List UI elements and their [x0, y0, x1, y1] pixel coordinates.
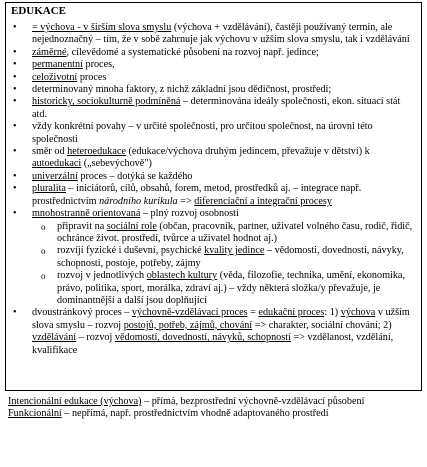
underlined-term: permanentní — [32, 59, 83, 71]
text-segment: => — [177, 195, 195, 207]
text-segment: – vědomosti, dovednosti, návyky, schopnosti, postoje, potřeby, zájmy — [57, 245, 404, 269]
underlined-term: mnohostranně orientovaná — [32, 208, 141, 220]
text-segment: rozvoj v jednotlivých — [57, 270, 147, 282]
underlined-term: výchovně-vzdělávací proces — [131, 307, 248, 319]
bullet-item — [11, 208, 416, 307]
bullet-item — [11, 22, 416, 47]
bullet-item — [11, 146, 416, 171]
underlined-term: heteroedukace — [67, 146, 126, 158]
underlined-term: výchova — [340, 307, 376, 319]
underlined-term: historicky, sociokulturně podmíněná — [32, 96, 181, 108]
text-segment: => vzdělanost, vzdělání, kvalifikace — [32, 332, 394, 356]
bullet-item — [11, 171, 416, 183]
underlined-term: vzdělávání — [32, 332, 77, 344]
text-segment: v užším slova smyslu – rozvoj — [32, 307, 410, 331]
underlined-term: kvality jedince — [204, 245, 265, 257]
footer-definitions — [8, 396, 420, 421]
text-segment: proces — [77, 71, 107, 83]
underlined-term: sociální role — [106, 220, 157, 232]
underlined-term: univerzální — [32, 170, 78, 182]
underlined-term: Funkcionální — [8, 408, 62, 420]
bullet-item — [11, 84, 416, 96]
text-segment: (věda, filozofie, technika, umění, ekonomika, právo, politika, sport, morálka, zdraví aj.) – vždy některá složka/y převažuje, je dominantnější a další jsou doplňující — [57, 270, 405, 306]
text-segment: , cílevědomé a systematické působení na rozvoj např. jedince; — [66, 46, 319, 58]
text-segment: (občan, pracovník, partner, uživatel volného času, rodič, řidič, ochránce život. prostředí, tvůrce a uživatel hodnot aj.) — [57, 220, 413, 244]
underlined-term: = výchova - v širším slova smyslu — [32, 22, 172, 33]
sub-bullet-item — [32, 221, 416, 246]
footer-line — [8, 396, 420, 408]
text-segment: : 1) — [324, 307, 341, 319]
bullet-item — [11, 121, 416, 146]
underlined-term: oblastech kultury — [146, 270, 218, 282]
text-segment: – determinována ideály společnosti, ekon. situací stát atd. — [32, 96, 401, 120]
text-segment: => charakter, sociální chování; 2) — [252, 319, 392, 331]
text-segment: – nepřímá, např. prostřednictvím vhodně adaptovaného prostředí — [61, 408, 329, 420]
text-segment: – rozvoj — [76, 332, 115, 344]
text-segment: – plný rozvoj osobnosti — [140, 208, 239, 220]
text-segment: (edukace/výchova druhým jedincem, převažuje v dětství) k — [125, 146, 370, 158]
bullet-item — [11, 96, 416, 121]
footer-line — [8, 408, 420, 420]
underlined-term: vědomostí, dovedností, návyků, schopností — [114, 332, 291, 344]
text-segment: = — [247, 307, 259, 319]
bullet-item — [11, 72, 416, 84]
bullet-item — [11, 59, 416, 71]
text-segment: dvoustránkový proces – — [32, 307, 132, 319]
italic-term: národního kurikula — [99, 195, 178, 207]
underlined-term: Intencionální edukace (výchova) — [8, 396, 142, 407]
section-title: EDUKACE — [11, 5, 67, 17]
text-segment: proces – dotýká se každého — [77, 170, 193, 182]
text-segment: proces, — [82, 59, 115, 71]
sub-bullet-item — [32, 245, 416, 270]
underlined-term: postojů, potřeb, zájmů, chování — [123, 319, 253, 331]
underlined-term: autoedukaci — [32, 158, 82, 170]
text-segment: („sebevýchově") — [81, 158, 152, 170]
text-segment: – iniciátorů, cílů, obsahů, forem, metod, prostředků aj. – integrace např. prostřednictvím — [32, 183, 362, 207]
text-segment: směr od — [32, 146, 68, 158]
underlined-term: edukační proces — [258, 307, 325, 319]
underlined-term: celoživotní — [32, 71, 78, 83]
text-segment: připravit na — [57, 220, 107, 232]
underlined-term: záměrné — [32, 46, 67, 58]
underlined-term: pluralita — [32, 183, 66, 195]
underlined-term: diferenciační a integrační procesy — [194, 195, 332, 207]
bullet-list — [11, 22, 416, 357]
bullet-item — [11, 307, 416, 357]
text-segment: rozvíjí fyzické i duševní, psychické — [57, 245, 205, 257]
bullet-item — [11, 183, 416, 208]
sub-bullet-list — [32, 221, 416, 308]
text-segment: – přímá, bezprostřední výchovně-vzdělávací působení — [141, 396, 365, 407]
text-segment: vždy konkrétní povahy – v určité společnosti, pro určitou společnost, na úrovni této společnosti — [32, 121, 373, 145]
text-segment: (výchova + vzdělávání), častěji používaný termín, ale nejednoznačný – tím, že v sobě zahrnuje jak výchovu v užším slova smyslu, tak i vzdělávání — [32, 22, 410, 46]
edukace-box — [5, 2, 422, 391]
text-segment: determinovaný mnoha faktory, z nichž základní jsou dědičnost, prostředí; — [32, 84, 332, 96]
bullet-item — [11, 47, 416, 59]
sub-bullet-item — [32, 270, 416, 307]
